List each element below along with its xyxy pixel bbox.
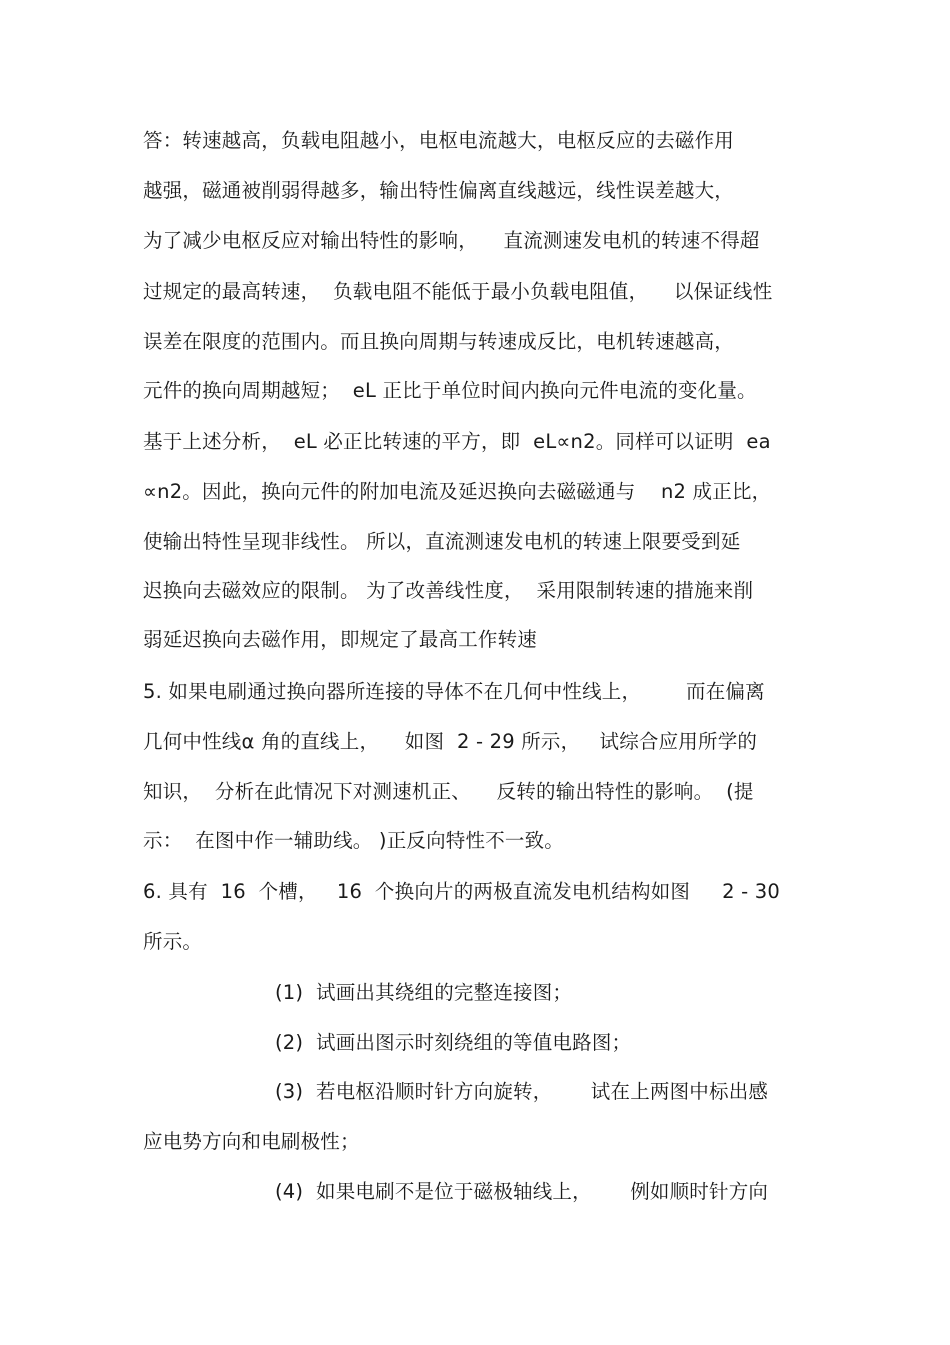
sub-question-3-cont: 应电势方向和电刷极性； [143, 1130, 360, 1153]
text-line: 误差在限度的范围内。而且换向周期与转速成反比，电机转速越高， [143, 330, 735, 353]
question-6-line: 6. 具有 16 个槽， 16 个换向片的两极直流发电机结构如图 2 - 30 [143, 880, 780, 903]
sub-question-2: (2) 试画出图示时刻绕组的等值电路图； [275, 1031, 632, 1054]
text-line: 使输出特性呈现非线性。 所以，直流测速发电机的转速上限要受到延 [143, 530, 741, 553]
question-5-line: 知识， 分析在此情况下对测速机正、 反转的输出特性的影响。 (提 [143, 780, 754, 803]
question-5-line: 5. 如果电刷通过换向器所连接的导体不在几何中性线上， 而在偏离 [143, 680, 765, 703]
text-line: 元件的换向周期越短； eL 正比于单位时间内换向元件电流的变化量。 [143, 379, 757, 402]
question-5-line: 示： 在图中作一辅助线。 )正反向特性不一致。 [143, 829, 565, 852]
text-line: 为了减少电枢反应对输出特性的影响， 直流测速发电机的转速不得超 [143, 229, 760, 252]
text-line: 过规定的最高转速， 负载电阻不能低于最小负载电阻值， 以保证线性 [143, 280, 773, 303]
text-line: 答：转速越高，负载电阻越小，电枢电流越大，电枢反应的去磁作用 [143, 129, 735, 152]
text-line: 越强，磁通被削弱得越多，输出特性偏离直线越远，线性误差越大， [143, 179, 735, 202]
text-line: 基于上述分析， eL 必正比转速的平方，即 eL∝n2。同样可以证明 ea [143, 430, 771, 453]
text-line: 迟换向去磁效应的限制。 为了改善线性度， 采用限制转速的措施来削 [143, 579, 754, 602]
sub-question-3: (3) 若电枢沿顺时针方向旋转， 试在上两图中标出感 [275, 1080, 769, 1103]
sub-question-4: (4) 如果电刷不是位于磁极轴线上， 例如顺时针方向 [275, 1180, 769, 1203]
text-line: 弱延迟换向去磁作用，即规定了最高工作转速 [143, 628, 538, 651]
text-line: ∝n2。因此，换向元件的附加电流及延迟换向去磁磁通与 n2 成正比， [143, 480, 772, 503]
question-6-line: 所示。 [143, 930, 203, 953]
question-5-line: 几何中性线α 角的直线上， 如图 2 - 29 所示， 试综合应用所学的 [143, 730, 758, 753]
sub-question-1: (1) 试画出其绕组的完整连接图； [275, 981, 573, 1004]
